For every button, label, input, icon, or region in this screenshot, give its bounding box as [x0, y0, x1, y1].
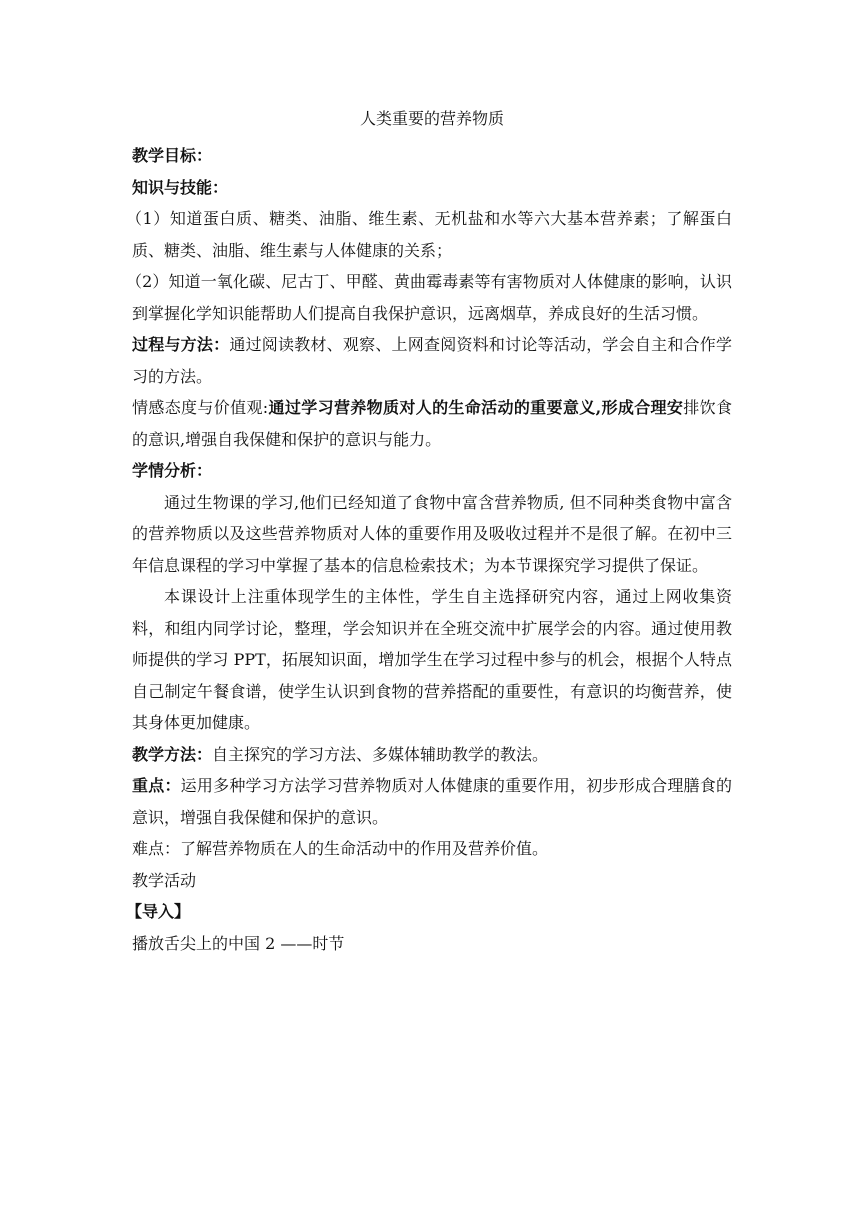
objective-item-2: （2）知道一氧化碳、尼古丁、甲醛、黄曲霉毒素等有害物质对人体健康的影响，认识到掌握化学知识能帮助人们提高自我保护意识，远离烟草，养成良好的生活习惯。 — [126, 272, 732, 323]
method-text: 自主探究的学习方法、多媒体辅助教学的教法。 — [212, 744, 549, 764]
process-text: 通过阅读教材、观察、上网查阅资料和讨论等活动，学会自主和合作学习的方法。 — [132, 335, 732, 386]
intro-heading: 【导入】 — [126, 902, 191, 921]
document-page — [126, 104, 732, 959]
difficulty-paragraph — [132, 833, 732, 865]
attitude-paragraph — [132, 392, 732, 455]
process-label: 过程与方法： — [132, 335, 230, 354]
document-title: 人类重要的营养物质 — [359, 109, 504, 128]
analysis-paragraph-1: 通过生物课的学习,他们已经知道了食物中富含营养物质, 但不同种类食物中富含的营养物质以及这些营养物质对人体的重要作用及吸收过程并不是很了解。在初中三年信息课程的学习中掌握了基本的信息检索技术；为本节课探究学习提供了保证。 — [132, 492, 732, 575]
analysis-heading: 学情分析： — [132, 461, 213, 480]
method-paragraph — [132, 739, 732, 771]
method-label: 教学方法： — [132, 744, 213, 764]
difficulty-label: 难点： — [132, 839, 181, 858]
activities-heading: 教学活动 — [132, 870, 197, 890]
objective-item-1: （1）知道蛋白质、糖类、油脂、维生素、无机盐和水等六大基本营养素；了解蛋白质、糖类、油脂、维生素与人体健康的关系； — [126, 209, 732, 260]
key-point-text: 运用多种学习方法学习营养物质对人体健康的重要作用，初步形成合理膳食的意识，增强自我保健和保护的意识。 — [132, 776, 732, 827]
process-method-paragraph — [132, 329, 732, 392]
intro-text: 播放舌尖上的中国 2 ——时节 — [132, 933, 345, 953]
knowledge-heading: 知识与技能： — [132, 177, 229, 197]
key-point-paragraph — [132, 770, 732, 833]
attitude-label: 情感态度与价值观: — [132, 398, 269, 417]
attitude-text: 排饮食的意识,增强自我保健和保护的意识与能力。 — [132, 398, 732, 449]
analysis-paragraph-2: 本课设计上注重体现学生的主体性，学生自主选择研究内容，通过上网收集资料，和组内同学讨论，整理，学会知识并在全班交流中扩展学会的内容。通过使用教师提供的学习 PPT，拓展知识面，增加学生在学习过程中参与的机会，根据个人特点自己制定午餐食谱，使学生认识到食物的营养搭配的重要性，有意识的均衡营养，使其身体更加健康。 — [132, 587, 732, 732]
objectives-heading: 教学目标： — [132, 146, 213, 165]
difficulty-text: 了解营养物质在人的生命活动中的作用及营养价值。 — [180, 839, 549, 858]
key-point-label: 重点： — [132, 776, 181, 795]
attitude-bold-text: 通过学习营养物质对人的生命活动的重要意义,形成合理安 — [268, 398, 684, 417]
